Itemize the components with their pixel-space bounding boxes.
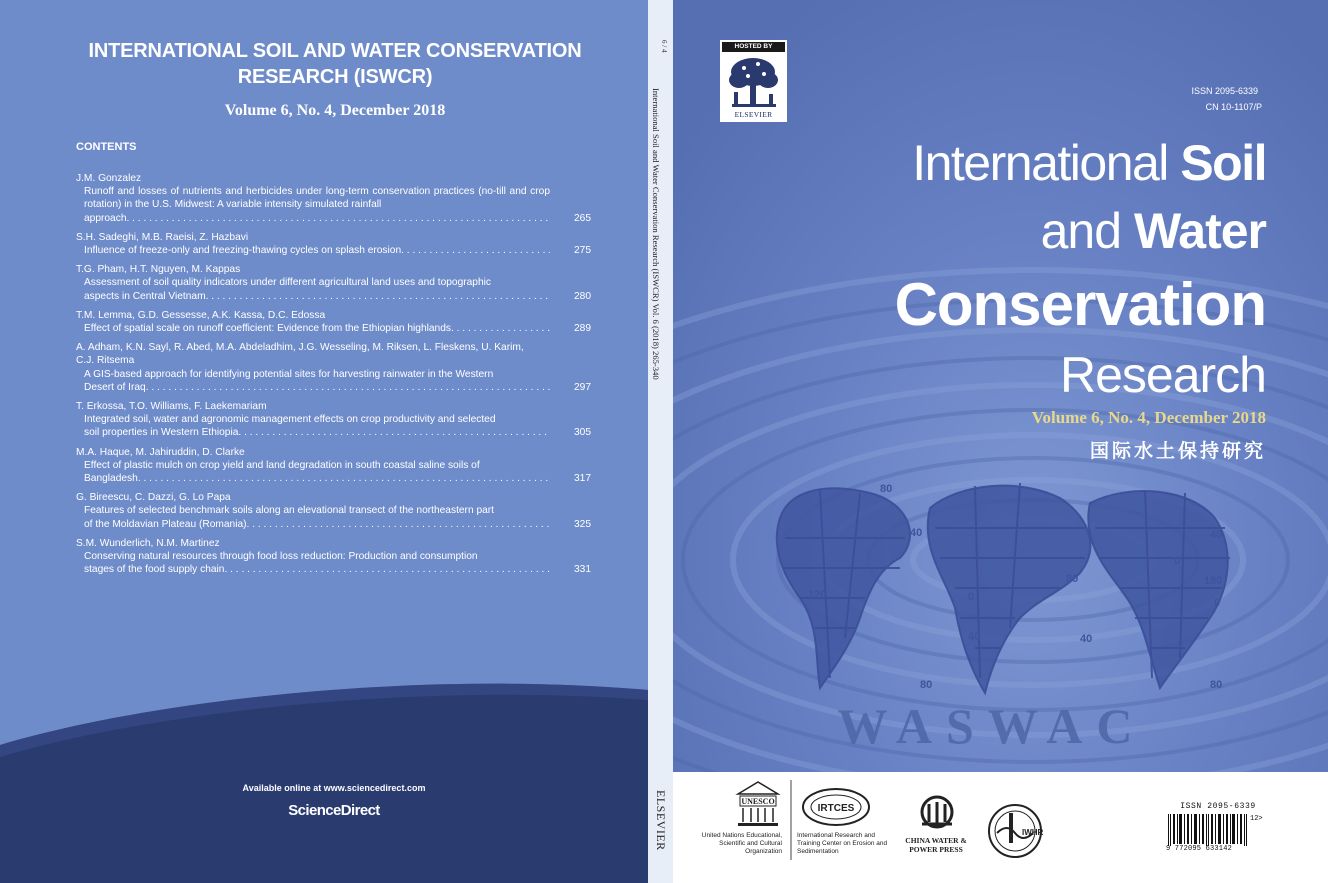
toc-entry [76,491,591,531]
toc-entry [76,231,591,257]
map-label: 80 [1210,679,1223,691]
toc-page-number: 265 [574,212,591,224]
toc-page-number: 325 [574,518,591,530]
china-water-press-icon [912,794,962,834]
toc-page-number: 280 [574,290,591,302]
title-word-and: and [1040,203,1134,259]
toc-title-end: soil properties in Western Ethiopia [84,427,239,439]
map-label: 40 [910,527,923,539]
toc-title: Integrated soil, water and agronomic management effects on crop productivity and selected [84,414,496,426]
irtces-globe-icon [800,786,872,828]
leader-dots [206,290,550,303]
toc-page-number: 297 [574,381,591,393]
contents-heading: CONTENTS [76,141,137,153]
toc-title-end: Influence of freeze-only and freezing-thawing cycles on splash erosion [84,245,402,257]
toc-authors: T.G. Pham, H.T. Nguyen, M. Kappas [76,264,241,276]
toc-page-number: 317 [574,473,591,485]
waswac-wordmark: WASWAC [837,698,1147,754]
front-title-line-2 [1040,203,1266,259]
chinese-title: 国际水土保持研究 [1089,440,1266,462]
toc-page-number: 289 [574,323,591,335]
cn-number: CN 10-1107/P [1205,102,1262,112]
title-word-soil: Soil [1180,135,1266,191]
available-online-text: Available online at www.sciencedirect.com [242,783,426,793]
elsevier-label: ELSEVIER [734,110,773,119]
toc-title-end: Bangladesh [84,473,138,485]
map-label: 80 [1066,573,1079,585]
map-label: 0 [968,591,975,603]
toc-title-end: of the Moldavian Plateau (Romania) [84,518,247,530]
leader-dots [224,563,550,576]
spine-issue-mark: 6 / 4 [660,40,668,53]
front-volume-line: Volume 6, No. 4, December 2018 [1031,408,1266,427]
front-title-line-4: Research [1060,347,1266,403]
toc-entry [76,446,591,486]
toc-authors: S.H. Sadeghi, M.B. Raeisi, Z. Hazbavi [76,231,249,243]
irtces-mark: IRTCES [817,803,855,814]
front-title-line-3: Conservation [894,271,1266,338]
waswac-world-map-graphic [760,478,1240,703]
toc-page-number: 305 [574,427,591,439]
toc-entry [76,309,591,335]
toc-title: Features of selected benchmark soils along an elevational transect of the northeastern part [84,505,495,517]
toc-title: A GIS-based approach for identifying potential sites for harvesting rainwater in the Western [84,368,494,380]
toc-title-end: Effect of spatial scale on runoff coefficient: Evidence from the Ethiopian highlands [84,323,451,335]
toc-entry [76,172,591,225]
map-label: 40 [1210,529,1223,541]
back-journal-title: INTERNATIONAL SOIL AND WATER CONSERVATION RESEARCH (ISWCR) [88,40,582,88]
toc-authors: T.M. Lemma, G.D. Gessesse, A.K. Kassa, D.C. Edossa [76,309,326,321]
toc-title: Effect of plastic mulch on crop yield and land degradation in south coastal saline soils of [84,459,480,471]
leader-dots [247,518,550,531]
toc-title: Assessment of soil quality indicators under different agricultural land uses and topographic [84,277,491,289]
hosted-by-elsevier-badge [720,40,787,122]
leader-dots [451,322,550,335]
unesco-text: United Nations Educational, Scientific and Cultural Organization [701,832,782,855]
iwhr-mark: IWHR [1022,828,1043,837]
spine-publisher: ELSEVIER [654,790,668,851]
iwhr-logo-icon [987,803,1043,859]
irtces-text: International Research and Training Center on Erosion and Sedimentation [797,832,888,855]
barcode-bars [1168,814,1248,846]
leader-dots [238,426,550,439]
map-label: 0 [1174,555,1181,567]
toc-title-end: approach [84,212,127,224]
barcode-number: 9 772095 633142 [1166,845,1233,853]
map-label: 0 [1214,597,1221,609]
title-word-water: Water [1133,203,1266,259]
toc-title-end: Desert of Iraq [84,381,146,393]
toc-authors: T. Erkossa, T.O. Williams, F. Laekemariam [76,401,267,413]
divider-line [790,780,792,860]
barcode-issn: ISSN 2095-6339 [1180,802,1256,811]
title-word-international: International [912,135,1181,191]
leader-dots [126,212,550,225]
map-label: 120 [808,589,827,601]
leader-dots [146,381,550,394]
sciencedirect-logo: ScienceDirect [288,802,380,819]
leader-dots [138,472,550,485]
spine-title: International Soil and Water Conservation Research (ISWCR) Vol. 6 (2018) 265-340 [651,88,661,380]
toc-authors: S.M. Wunderlich, N.M. Martinez [76,537,220,549]
front-title-line-1 [912,135,1266,191]
issn: ISSN 2095-6339 [1191,86,1258,96]
toc-entry [76,400,591,440]
toc-title-end: aspects in Central Vietnam [84,290,206,302]
map-label: 80 [920,679,933,691]
toc-entry [76,263,591,303]
toc-entry [76,537,591,577]
toc-page-number: 275 [574,245,591,257]
toc-entry [76,341,591,394]
toc-authors: G. Bireescu, C. Dazzi, G. Lo Papa [76,492,231,504]
map-label: 180 [1204,575,1223,587]
toc-authors: M.A. Haque, M. Jahiruddin, D. Clarke [76,446,245,458]
back-volume-line: Volume 6, No. 4, December 2018 [224,102,446,119]
unesco-temple-icon [735,780,781,830]
toc-authors: A. Adham, K.N. Sayl, R. Abed, M.A. Abdeladhim, J.G. Wesseling, M. Riksen, L. Fleskens, U. Karim, C.J. Ritsema [76,342,524,367]
toc-authors: J.M. Gonzalez [76,173,142,184]
barcode-addon: 12> [1250,815,1263,823]
toc-title: Conserving natural resources through food loss reduction: Production and consumption [84,551,478,563]
hosted-by-label: HOSTED BY [722,42,785,52]
toc-title-end: stages of the food supply chain [84,564,225,576]
map-label: 40 [968,631,981,643]
elsevier-tree-icon [724,54,783,110]
back-cover [0,0,648,883]
map-label: 40 [1080,633,1093,645]
china-water-press-text: CHINA WATER & POWER PRESS [905,836,967,854]
leader-dots [401,244,550,257]
map-label: 80 [880,483,893,495]
table-of-contents [76,172,591,582]
unesco-mark: UNESCO [741,797,775,806]
toc-title: Runoff and losses of nutrients and herbicides under long-term conservation practices (no-till and crop rotation) in the U.S. Midwest: A variable intensity simulated rainfall [84,186,550,211]
toc-page-number: 331 [574,564,591,576]
